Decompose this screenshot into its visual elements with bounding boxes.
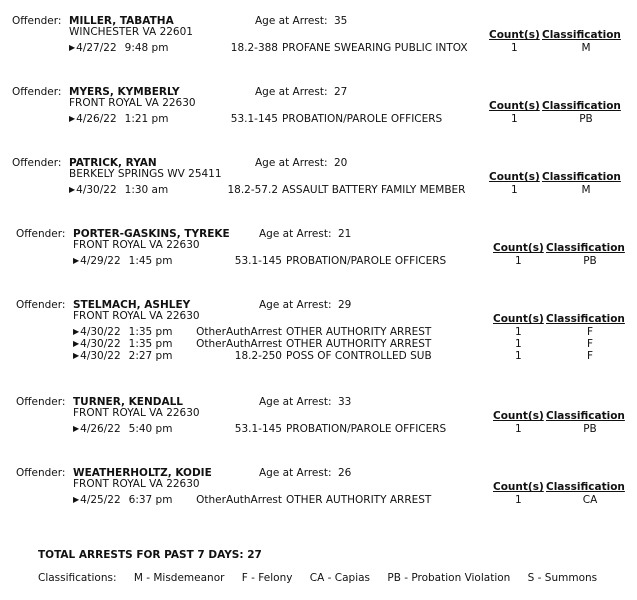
charge-date-time xyxy=(69,113,168,125)
arrow-right-icon: ▶ xyxy=(73,495,80,504)
charge-count: 1 xyxy=(515,255,522,267)
charge-time: 1:21 pm xyxy=(124,113,169,125)
legend-item-misdemeanor: M - Misdemeanor xyxy=(133,572,225,584)
charge-time: 1:35 pm xyxy=(128,326,173,338)
counts-header: Count(s) xyxy=(493,410,544,422)
charge-count: 1 xyxy=(515,350,522,362)
offender-address: FRONT ROYAL VA 22630 xyxy=(73,478,200,490)
charge-time: 9:48 pm xyxy=(124,42,169,54)
charge-date: 4/30/22 xyxy=(80,338,121,350)
arrow-right-icon: ▶ xyxy=(73,327,80,336)
charge-date: 4/27/22 xyxy=(76,42,117,54)
age-value: 27 xyxy=(334,86,348,98)
legend-label: Classifications: xyxy=(38,572,117,584)
charge-count: 1 xyxy=(511,42,518,54)
age-label: Age at Arrest: xyxy=(259,396,332,408)
age-label: Age at Arrest: xyxy=(255,86,328,98)
charge-count: 1 xyxy=(515,338,522,350)
classification-header: Classification xyxy=(546,410,625,422)
charge-code: 18.2-57.2 xyxy=(227,184,278,196)
charge-time: 6:37 pm xyxy=(128,494,173,506)
charge-description: PROBATION/PAROLE OFFICERS xyxy=(282,113,443,125)
age-value: 26 xyxy=(338,467,352,479)
arrow-right-icon: ▶ xyxy=(69,114,76,123)
age-value: 33 xyxy=(338,396,352,408)
arrow-right-icon: ▶ xyxy=(73,424,80,433)
total-arrests-label: TOTAL ARRESTS FOR PAST 7 DAYS: xyxy=(38,549,244,561)
charge-date-time xyxy=(73,338,172,350)
classification-header: Classification xyxy=(546,242,625,254)
offender-label: Offender: xyxy=(16,228,66,240)
age-label: Age at Arrest: xyxy=(259,299,332,311)
arrow-right-icon: ▶ xyxy=(69,185,76,194)
charge-date: 4/29/22 xyxy=(80,255,121,267)
counts-header: Count(s) xyxy=(489,29,540,41)
charge-description: PROFANE SWEARING PUBLIC INTOX xyxy=(282,42,468,54)
charge-date: 4/30/22 xyxy=(80,326,121,338)
offender-name: PORTER-GASKINS, TYREKE xyxy=(73,228,230,240)
age-label: Age at Arrest: xyxy=(259,228,332,240)
charge-description: OTHER AUTHORITY ARREST xyxy=(286,494,432,506)
age-value: 21 xyxy=(338,228,352,240)
charge-classification: F xyxy=(586,350,594,362)
offender-name: TURNER, KENDALL xyxy=(73,396,183,408)
charge-code: 53.1-145 xyxy=(230,113,278,125)
charge-date: 4/30/22 xyxy=(80,350,121,362)
offender-label: Offender: xyxy=(16,467,66,479)
charge-description: OTHER AUTHORITY ARREST xyxy=(286,326,432,338)
classification-header: Classification xyxy=(542,100,621,112)
classification-header: Classification xyxy=(542,171,621,183)
age-value: 20 xyxy=(334,157,348,169)
charge-classification: PB xyxy=(583,255,597,267)
arrow-right-icon: ▶ xyxy=(73,351,80,360)
counts-header: Count(s) xyxy=(489,100,540,112)
offender-name: MYERS, KYMBERLY xyxy=(69,86,180,98)
charge-date-time xyxy=(73,494,172,506)
offender-address: BERKELY SPRINGS WV 25411 xyxy=(69,168,222,180)
legend-item-capias: CA - Capias xyxy=(309,572,371,584)
classification-header: Classification xyxy=(542,29,621,41)
offender-name: WEATHERHOLTZ, KODIE xyxy=(73,467,212,479)
legend-item-probation: PB - Probation Violation xyxy=(387,572,511,584)
charge-classification: PB xyxy=(583,423,597,435)
charge-code: OtherAuthArrest xyxy=(196,338,282,350)
age-label: Age at Arrest: xyxy=(255,157,328,169)
age-value: 29 xyxy=(338,299,352,311)
classification-header: Classification xyxy=(546,313,625,325)
charge-date-time xyxy=(73,350,172,362)
charge-date: 4/26/22 xyxy=(76,113,117,125)
charge-description: PROBATION/PAROLE OFFICERS xyxy=(286,423,447,435)
charge-time: 5:40 pm xyxy=(128,423,173,435)
charge-time: 1:35 pm xyxy=(128,338,173,350)
charge-classification: CA xyxy=(582,494,598,506)
offender-label: Offender: xyxy=(16,396,66,408)
charge-code: 18.2-388 xyxy=(230,42,278,54)
charge-date: 4/25/22 xyxy=(80,494,121,506)
age-label: Age at Arrest: xyxy=(259,467,332,479)
charge-code: 18.2-250 xyxy=(234,350,282,362)
charge-code: 53.1-145 xyxy=(234,423,282,435)
charge-count: 1 xyxy=(515,326,522,338)
offender-label: Offender: xyxy=(12,157,62,169)
charge-date: 4/26/22 xyxy=(80,423,121,435)
arrow-right-icon: ▶ xyxy=(73,256,80,265)
counts-header: Count(s) xyxy=(493,242,544,254)
charge-classification: F xyxy=(586,338,594,350)
offender-name: STELMACH, ASHLEY xyxy=(73,299,191,311)
arrow-right-icon: ▶ xyxy=(69,43,76,52)
charge-code: OtherAuthArrest xyxy=(196,326,282,338)
offender-address: FRONT ROYAL VA 22630 xyxy=(73,239,200,251)
age-value: 35 xyxy=(334,15,348,27)
legend-item-summons: S - Summons xyxy=(527,572,598,584)
offender-address: FRONT ROYAL VA 22630 xyxy=(73,407,200,419)
offender-address: FRONT ROYAL VA 22630 xyxy=(73,310,200,322)
counts-header: Count(s) xyxy=(493,481,544,493)
offender-name: MILLER, TABATHA xyxy=(69,15,174,27)
charge-description: POSS OF CONTROLLED SUB xyxy=(286,350,432,362)
charge-date: 4/30/22 xyxy=(76,184,117,196)
offender-address: WINCHESTER VA 22601 xyxy=(69,26,193,38)
charge-time: 2:27 pm xyxy=(128,350,173,362)
offender-label: Offender: xyxy=(16,299,66,311)
charge-date-time xyxy=(69,42,168,54)
charge-code: 53.1-145 xyxy=(234,255,282,267)
charge-count: 1 xyxy=(511,184,518,196)
arrow-right-icon: ▶ xyxy=(73,339,80,348)
charge-classification: M xyxy=(581,42,591,54)
offender-label: Offender: xyxy=(12,15,62,27)
charge-description: ASSAULT BATTERY FAMILY MEMBER xyxy=(282,184,466,196)
charge-classification: PB xyxy=(579,113,593,125)
offender-name: PATRICK, RYAN xyxy=(69,157,157,169)
age-label: Age at Arrest: xyxy=(255,15,328,27)
charge-count: 1 xyxy=(515,494,522,506)
charge-code: OtherAuthArrest xyxy=(196,494,282,506)
charge-date-time xyxy=(69,184,168,196)
charge-classification: M xyxy=(581,184,591,196)
classification-header: Classification xyxy=(546,481,625,493)
total-arrests xyxy=(38,549,262,561)
charge-date-time xyxy=(73,326,172,338)
classification-legend xyxy=(38,572,597,584)
offender-address: FRONT ROYAL VA 22630 xyxy=(69,97,196,109)
counts-header: Count(s) xyxy=(489,171,540,183)
charge-description: PROBATION/PAROLE OFFICERS xyxy=(286,255,447,267)
charge-time: 1:45 pm xyxy=(128,255,173,267)
charge-date-time xyxy=(73,255,172,267)
counts-header: Count(s) xyxy=(493,313,544,325)
charge-description: OTHER AUTHORITY ARREST xyxy=(286,338,432,350)
offender-label: Offender: xyxy=(12,86,62,98)
charge-classification: F xyxy=(586,326,594,338)
charge-time: 1:30 am xyxy=(124,184,169,196)
charge-count: 1 xyxy=(515,423,522,435)
charge-count: 1 xyxy=(511,113,518,125)
charge-date-time xyxy=(73,423,172,435)
total-arrests-value: 27 xyxy=(247,549,262,561)
legend-item-felony: F - Felony xyxy=(241,572,293,584)
